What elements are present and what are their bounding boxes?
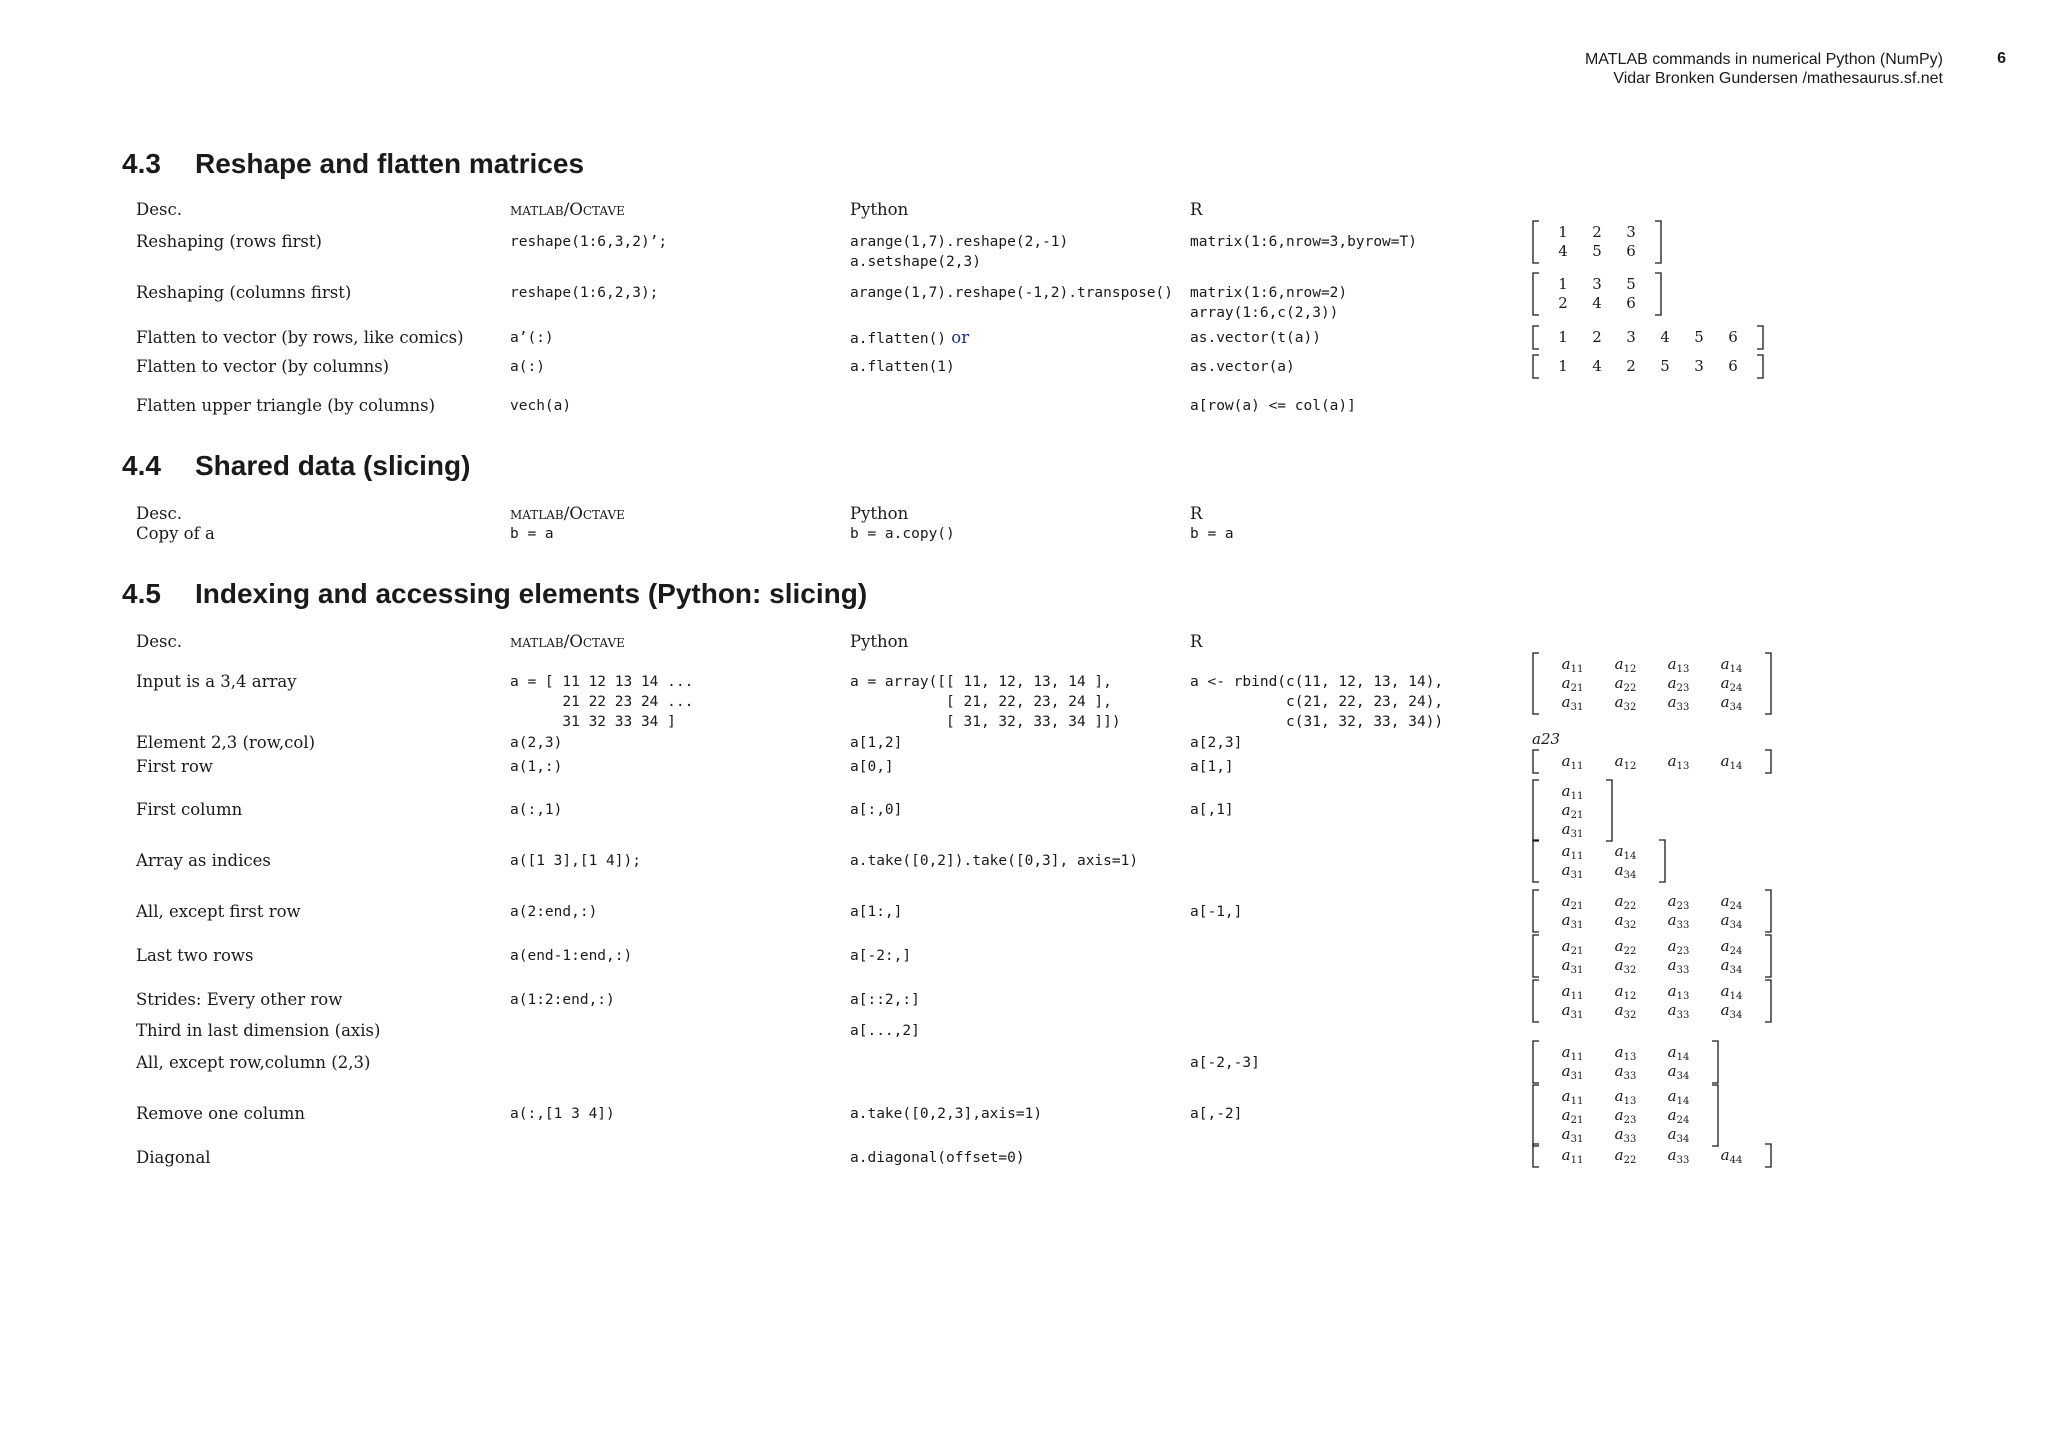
- matrix-cell: $a_{31}$: [1561, 693, 1584, 713]
- row-python: a[:,0]: [850, 802, 903, 818]
- matrix-cell: $a_{13}$: [1667, 982, 1690, 1002]
- matrix-cell: $a_{24}$: [1720, 674, 1743, 694]
- element-symbol: a23: [1532, 730, 1561, 748]
- matrix-cell: 1: [1558, 357, 1568, 375]
- row-desc: Third in last dimension (axis): [136, 1021, 381, 1040]
- matrix-first-row: [1532, 749, 1772, 774]
- right-bracket: [1712, 1085, 1718, 1146]
- matrix-cell: $a_{11}$: [1561, 1043, 1584, 1063]
- table-row: [0, 851, 2048, 875]
- matrix-cell: 6: [1626, 242, 1636, 260]
- left-bracket: [1533, 326, 1539, 349]
- row-desc: Flatten upper triangle (by columns): [136, 396, 436, 415]
- matrix-cell: $a_{31}$: [1561, 861, 1584, 881]
- matrix-svg: [1532, 220, 1662, 264]
- matrix-cell: 6: [1728, 357, 1738, 375]
- right-bracket: [1765, 890, 1771, 932]
- row-matlab: a = [ 11 12 13 14 ... 21 22 23 24 ... 31 32 33 34 ]: [510, 674, 694, 730]
- row-desc: Reshaping (columns first): [136, 283, 352, 302]
- left-bracket: [1533, 273, 1539, 315]
- left-bracket: [1533, 1085, 1539, 1146]
- matrix-cell: $a_{11}$: [1561, 752, 1584, 772]
- matrix-cell: 1: [1558, 328, 1568, 346]
- matrix-cell: $a_{21}$: [1561, 801, 1584, 821]
- matrix-cell: $a_{44}$: [1720, 1146, 1743, 1166]
- matrix-cell: $a_{34}$: [1614, 861, 1637, 881]
- row-python: arange(1,7).reshape(-1,2).transpose(): [850, 285, 1174, 301]
- section-number: 4.5: [122, 578, 161, 609]
- matrix-cell: $a_{21}$: [1561, 892, 1584, 912]
- matrix-strides: [1532, 979, 1772, 1023]
- section-title: Shared data (slicing): [195, 450, 471, 481]
- row-r: matrix(1:6,nrow=3,byrow=T): [1190, 234, 1417, 250]
- table-row: [0, 232, 2048, 270]
- matrix-cell: $a_{31}$: [1561, 820, 1584, 840]
- matrix-cell: $a_{33}$: [1667, 693, 1690, 713]
- col-header-python: Python: [850, 632, 909, 651]
- row-matlab: a(end-1:end,:): [510, 948, 633, 964]
- row-matlab: a(1,:): [510, 759, 563, 775]
- row-desc: Element 2,3 (row,col): [136, 733, 316, 752]
- row-python: a[1:,]: [850, 904, 903, 920]
- row-python: a.flatten(): [850, 331, 947, 347]
- col-header-desc: Desc.: [136, 504, 182, 523]
- row-python: a[::2,:]: [850, 992, 920, 1008]
- matrix-cell: $a_{31}$: [1561, 1001, 1584, 1021]
- row-matlab: a(:,[1 3 4]): [510, 1106, 615, 1122]
- matrix-cell: $a_{14}$: [1720, 752, 1743, 772]
- row-desc: Input is a 3,4 array: [136, 672, 297, 691]
- col-header-matlab: matlab/Octave: [510, 200, 625, 219]
- row-r: a <- rbind(c(11, 12, 13, 14), c(21, 22, 23, 24), c(31, 32, 33, 34)): [1190, 674, 1444, 730]
- matrix-except-rc: [1532, 1040, 1719, 1084]
- right-bracket: [1712, 1041, 1718, 1083]
- matrix-cell: $a_{21}$: [1561, 937, 1584, 957]
- row-r: a[2,3]: [1190, 735, 1243, 751]
- running-header: [1585, 50, 1943, 88]
- matrix-cell: $a_{24}$: [1720, 937, 1743, 957]
- row-desc: First column: [136, 800, 243, 819]
- matrix-as-indices: [1532, 839, 1666, 883]
- row-desc: Reshaping (rows first): [136, 232, 322, 251]
- left-bracket: [1533, 890, 1539, 932]
- matrix-cell: $a_{33}$: [1667, 956, 1690, 976]
- matrix-cell: $a_{23}$: [1667, 892, 1690, 912]
- section-heading-4-5: [122, 578, 867, 610]
- matrix-svg: [1532, 979, 1772, 1023]
- row-r: a[-2,-3]: [1190, 1055, 1260, 1071]
- row-matlab: a(2:end,:): [510, 904, 598, 920]
- page-number: 6: [1997, 50, 2006, 67]
- row-matlab: a(:,1): [510, 802, 563, 818]
- right-bracket: [1757, 326, 1763, 349]
- matrix-cell: $a_{32}$: [1614, 911, 1637, 931]
- matrix-cell: $a_{14}$: [1667, 1043, 1690, 1063]
- left-bracket: [1533, 750, 1539, 773]
- matrix-svg: [1532, 272, 1662, 316]
- matrix-cell: $a_{24}$: [1720, 892, 1743, 912]
- matrix-cell: 2: [1558, 294, 1568, 312]
- table-header-row: [0, 200, 2048, 224]
- col-header-r: R: [1190, 200, 1203, 219]
- matrix-cell: 5: [1592, 242, 1602, 260]
- matrix-cell: $a_{34}$: [1720, 1001, 1743, 1021]
- matrix-cell: 3: [1694, 357, 1704, 375]
- matrix-cell: 6: [1626, 294, 1636, 312]
- section-heading-4-4: [122, 450, 470, 482]
- table-row: [0, 1104, 2048, 1128]
- matrix-cell: $a_{34}$: [1667, 1125, 1690, 1145]
- col-header-matlab: matlab/Octave: [510, 504, 625, 523]
- row-desc: Strides: Every other row: [136, 990, 343, 1009]
- row-desc: All, except first row: [136, 902, 301, 921]
- matrix-cell: $a_{32}$: [1614, 1001, 1637, 1021]
- matrix-cell: $a_{33}$: [1667, 1001, 1690, 1021]
- matrix-svg: [1532, 1040, 1719, 1084]
- matrix-cell: 1: [1558, 275, 1568, 293]
- matrix-cell: 4: [1660, 328, 1670, 346]
- row-r: a[,-2]: [1190, 1106, 1243, 1122]
- section-heading-4-3: [122, 148, 584, 180]
- matrix-cell: $a_{23}$: [1614, 1106, 1637, 1126]
- row-r: as.vector(t(a)): [1190, 330, 1321, 346]
- matrix-cell: 2: [1626, 357, 1636, 375]
- col-header-python: Python: [850, 200, 909, 219]
- matrix-cell: $a_{33}$: [1667, 911, 1690, 931]
- col-header-desc: Desc.: [136, 632, 182, 651]
- matrix-cell: 4: [1558, 242, 1568, 260]
- matrix-svg: [1532, 839, 1666, 883]
- matrix-svg: [1532, 749, 1772, 774]
- matrix-cell: 3: [1626, 223, 1636, 241]
- matrix-cell: $a_{23}$: [1667, 674, 1690, 694]
- matrix-svg: [1532, 934, 1772, 978]
- row-matlab: vech(a): [510, 398, 572, 414]
- right-bracket: [1765, 653, 1771, 714]
- left-bracket: [1533, 980, 1539, 1022]
- section-number: 4.4: [122, 450, 161, 481]
- matrix-cell: $a_{34}$: [1720, 693, 1743, 713]
- matrix-cell: $a_{22}$: [1614, 892, 1637, 912]
- row-r: a[row(a) <= col(a)]: [1190, 398, 1356, 414]
- matrix-cell: $a_{34}$: [1720, 911, 1743, 931]
- row-python: a.flatten(1): [850, 359, 955, 375]
- matrix-reshape-cols: [1532, 272, 1662, 316]
- matrix-cell: 4: [1592, 357, 1602, 375]
- table-row: [0, 800, 2048, 824]
- col-header-r: R: [1190, 632, 1203, 651]
- table-row: [0, 283, 2048, 321]
- row-r: b = a: [1190, 526, 1234, 542]
- section-number: 4.3: [122, 148, 161, 179]
- row-matlab: a(1:2:end,:): [510, 992, 615, 1008]
- row-desc: All, except row,column (2,3): [136, 1053, 371, 1072]
- matrix-cell: $a_{14}$: [1614, 842, 1637, 862]
- matrix-cell: $a_{14}$: [1667, 1087, 1690, 1107]
- row-python: a.take([0,2,3],axis=1): [850, 1106, 1043, 1122]
- doc-title: MATLAB commands in numerical Python (NumPy): [1584, 51, 1943, 68]
- matrix-remove-col: [1532, 1084, 1719, 1147]
- row-python: a[...,2]: [850, 1023, 920, 1039]
- left-bracket: [1533, 935, 1539, 977]
- row-python: a.take([0,2]).take([0,3], axis=1): [850, 853, 1139, 869]
- matrix-cell: 1: [1558, 223, 1568, 241]
- right-bracket: [1606, 780, 1612, 841]
- matrix-svg: [1532, 1143, 1772, 1168]
- matrix-cell: $a_{11}$: [1561, 782, 1584, 802]
- left-bracket: [1533, 840, 1539, 882]
- right-bracket: [1765, 980, 1771, 1022]
- matrix-svg: [1532, 889, 1772, 933]
- right-bracket: [1765, 750, 1771, 773]
- table-row: [0, 524, 2048, 548]
- matrix-diagonal: [1532, 1143, 1772, 1168]
- table-row: [0, 1021, 2048, 1045]
- row-matlab: reshape(1:6,2,3);: [510, 285, 659, 301]
- matrix-cell: $a_{14}$: [1720, 655, 1743, 675]
- matrix-cell: $a_{13}$: [1614, 1087, 1637, 1107]
- row-desc: Copy of a: [136, 524, 215, 543]
- row-r: a[1,]: [1190, 759, 1234, 775]
- col-header-r: R: [1190, 504, 1203, 523]
- matrix-cell: $a_{11}$: [1561, 842, 1584, 862]
- matrix-cell: $a_{31}$: [1561, 1125, 1584, 1145]
- matrix-cell: $a_{11}$: [1561, 655, 1584, 675]
- matrix-input: [1532, 652, 1772, 715]
- matrix-cell: $a_{21}$: [1561, 674, 1584, 694]
- row-desc: Flatten to vector (by rows, like comics): [136, 328, 464, 347]
- matrix-cell: $a_{32}$: [1614, 956, 1637, 976]
- left-bracket: [1533, 780, 1539, 841]
- matrix-cell: $a_{34}$: [1720, 956, 1743, 976]
- author-line: Vidar Bronken Gundersen /mathesaurus.sf.net: [1613, 70, 1943, 87]
- matrix-cell: $a_{31}$: [1561, 911, 1584, 931]
- matrix-cell: $a_{21}$: [1561, 1106, 1584, 1126]
- matrix-first-col: [1532, 779, 1613, 842]
- row-matlab: a(2,3): [510, 735, 563, 751]
- row-r: matrix(1:6,nrow=2) array(1:6,c(2,3)): [1190, 285, 1348, 321]
- matrix-except-first: [1532, 889, 1772, 933]
- row-desc: Remove one column: [136, 1104, 306, 1123]
- matrix-cell: $a_{22}$: [1614, 1146, 1637, 1166]
- matrix-svg: [1532, 1084, 1719, 1147]
- right-bracket: [1655, 221, 1661, 263]
- matrix-cell: $a_{11}$: [1561, 982, 1584, 1002]
- row-python: a[1,2]: [850, 735, 903, 751]
- matrix-cell: $a_{12}$: [1614, 655, 1637, 675]
- left-bracket: [1533, 355, 1539, 378]
- row-desc: Diagonal: [136, 1148, 211, 1167]
- row-desc: Last two rows: [136, 946, 254, 965]
- matrix-cell: 6: [1728, 328, 1738, 346]
- left-bracket: [1533, 221, 1539, 263]
- row-python: arange(1,7).reshape(2,-1) a.setshape(2,3): [850, 234, 1069, 270]
- row-r: as.vector(a): [1190, 359, 1295, 375]
- matrix-cell: $a_{14}$: [1720, 982, 1743, 1002]
- or-link: or: [951, 328, 970, 347]
- matrix-cell: 5: [1694, 328, 1704, 346]
- matrix-cell: $a_{24}$: [1667, 1106, 1690, 1126]
- matrix-cell: $a_{33}$: [1614, 1125, 1637, 1145]
- row-desc: First row: [136, 757, 213, 776]
- row-python: b = a.copy(): [850, 526, 955, 542]
- right-bracket: [1655, 273, 1661, 315]
- row-matlab: a(:): [510, 359, 545, 375]
- matrix-cell: 2: [1592, 223, 1602, 241]
- matrix-cell: 3: [1626, 328, 1636, 346]
- row-desc: Flatten to vector (by columns): [136, 357, 390, 376]
- matrix-cell: $a_{22}$: [1614, 674, 1637, 694]
- matrix-cell: $a_{13}$: [1614, 1043, 1637, 1063]
- matrix-flatten-cols: [1532, 354, 1764, 379]
- table-row: [0, 1053, 2048, 1077]
- matrix-cell: $a_{33}$: [1614, 1062, 1637, 1082]
- row-desc: Array as indices: [136, 851, 271, 870]
- row-r: a[-1,]: [1190, 904, 1243, 920]
- matrix-cell: $a_{22}$: [1614, 937, 1637, 957]
- row-r: a[,1]: [1190, 802, 1234, 818]
- left-bracket: [1533, 1144, 1539, 1167]
- matrix-cell: 4: [1592, 294, 1602, 312]
- matrix-flatten-rows: [1532, 325, 1764, 350]
- right-bracket: [1757, 355, 1763, 378]
- matrix-cell: 3: [1592, 275, 1602, 293]
- right-bracket: [1765, 935, 1771, 977]
- matrix-svg: [1532, 652, 1772, 715]
- matrix-cell: $a_{31}$: [1561, 1062, 1584, 1082]
- matrix-cell: $a_{11}$: [1561, 1087, 1584, 1107]
- matrix-svg: [1532, 354, 1764, 379]
- col-header-matlab: matlab/Octave: [510, 632, 625, 651]
- table-row: [0, 396, 2048, 420]
- row-python: a[0,]: [850, 759, 894, 775]
- row-matlab: reshape(1:6,3,2)’;: [510, 234, 668, 250]
- matrix-cell: $a_{12}$: [1614, 982, 1637, 1002]
- row-python: a[-2:,]: [850, 948, 912, 964]
- col-header-desc: Desc.: [136, 200, 182, 219]
- matrix-svg: [1532, 779, 1613, 842]
- matrix-svg: [1532, 325, 1764, 350]
- left-bracket: [1533, 1041, 1539, 1083]
- matrix-cell: $a_{11}$: [1561, 1146, 1584, 1166]
- right-bracket: [1659, 840, 1665, 882]
- matrix-cell: $a_{13}$: [1667, 655, 1690, 675]
- matrix-last-two: [1532, 934, 1772, 978]
- row-matlab: a([1 3],[1 4]);: [510, 853, 641, 869]
- col-header-python: Python: [850, 504, 909, 523]
- matrix-cell: $a_{13}$: [1667, 752, 1690, 772]
- matrix-cell: $a_{33}$: [1667, 1146, 1690, 1166]
- matrix-cell: $a_{34}$: [1667, 1062, 1690, 1082]
- row-python: a = array([[ 11, 12, 13, 14 ], [ 21, 22, 23, 24 ], [ 31, 32, 33, 34 ]]): [850, 674, 1121, 730]
- matrix-cell: $a_{31}$: [1561, 956, 1584, 976]
- row-python: a.diagonal(offset=0): [850, 1150, 1025, 1166]
- row-matlab: a’(:): [510, 330, 554, 346]
- matrix-reshape-rows: [1532, 220, 1662, 264]
- matrix-cell: 5: [1660, 357, 1670, 375]
- right-bracket: [1765, 1144, 1771, 1167]
- matrix-cell: 2: [1592, 328, 1602, 346]
- row-matlab: b = a: [510, 526, 554, 542]
- matrix-cell: $a_{12}$: [1614, 752, 1637, 772]
- matrix-cell: 5: [1626, 275, 1636, 293]
- matrix-cell: $a_{32}$: [1614, 693, 1637, 713]
- section-title: Indexing and accessing elements (Python: slicing): [195, 578, 868, 609]
- left-bracket: [1533, 653, 1539, 714]
- matrix-cell: $a_{23}$: [1667, 937, 1690, 957]
- section-title: Reshape and flatten matrices: [195, 148, 585, 179]
- element-a23: [1532, 730, 1560, 748]
